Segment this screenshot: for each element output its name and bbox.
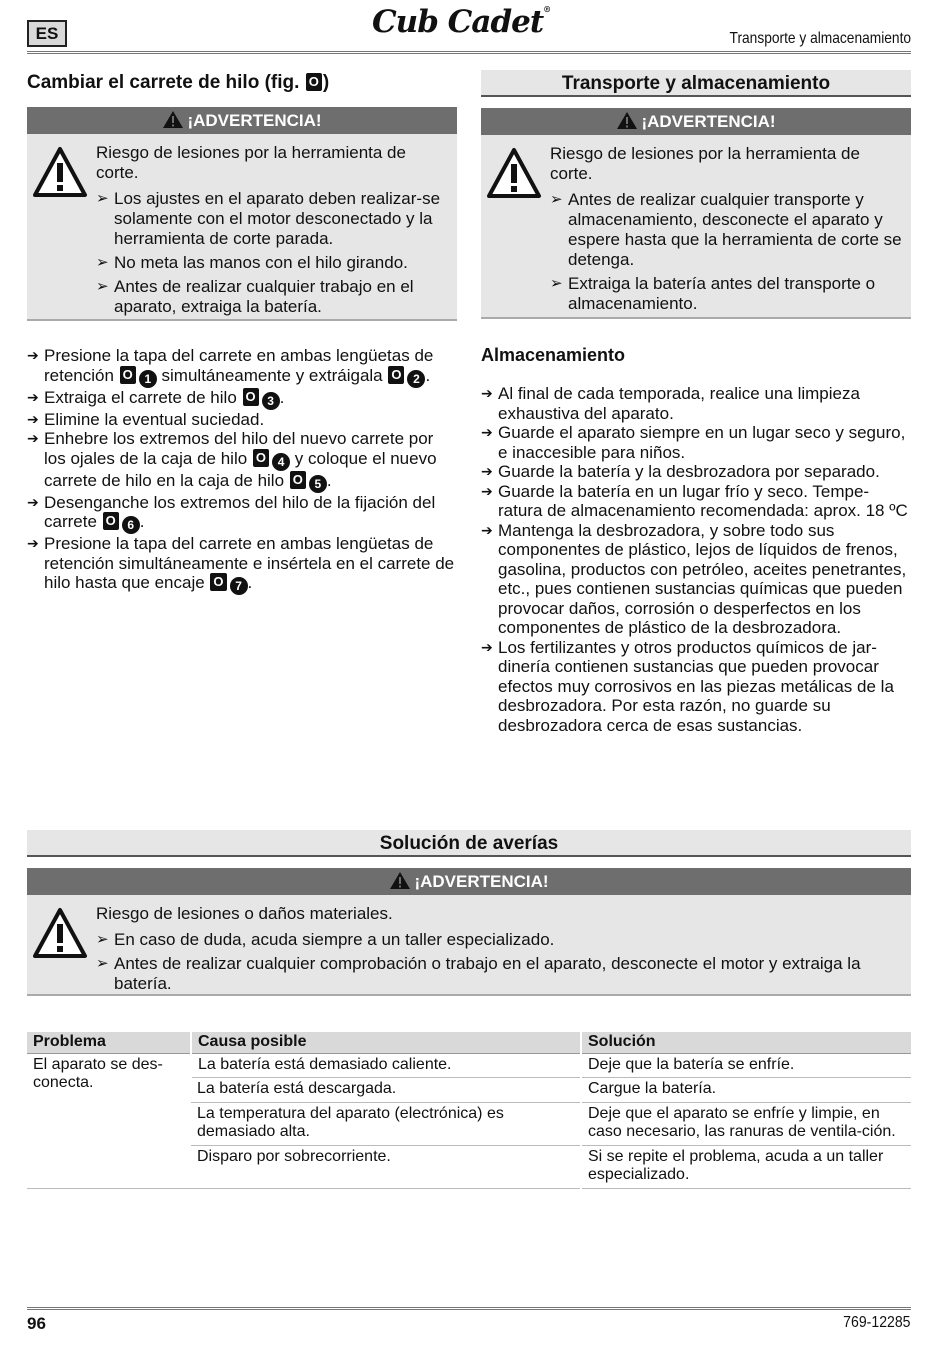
figure-ref: O (103, 512, 119, 530)
step-number: 7 (230, 577, 248, 595)
warning-item: ➢ Antes de realizar cualquier comprobación o trabajo en el aparato, desconecte el motor y extraiga la batería. (96, 954, 905, 994)
figure-ref: O (306, 73, 322, 91)
list-item: ➔ Guarde la batería y la desbrozadora por separado. (481, 462, 911, 482)
spool-steps-list (27, 346, 457, 595)
warning-item: ➢ No meta las manos con el hilo girando. (96, 253, 451, 273)
warning-box-troubleshooting (27, 868, 911, 996)
footer-divider (27, 1307, 911, 1310)
solution-cell: Cargue la batería. (581, 1078, 911, 1103)
warning-lead: Riesgo de lesiones o daños materiales. (96, 904, 393, 923)
column-header: Solución (581, 1032, 911, 1053)
list-item: ➔ Presione la tapa del carrete en ambas lengüetas de retención simultáneamente e insértela en el carrete de hilo hasta que encaje O 7 . (27, 534, 457, 595)
page-number: 96 (27, 1314, 46, 1333)
list-item: ➔ Mantenga la desbrozadora, y sobre todo sus componentes de plástico, lejos de líquidos de frenos, gasolina, productos con petróleo, aceites penetrantes, etc., pues contienen sustancias químicas que pueden provocar daños, corrosión o desperfectos en los componentes de plástico de la desbrozadora. (481, 521, 911, 638)
step-number: 1 (139, 370, 157, 388)
table-header-row (27, 1032, 911, 1053)
brand-name: Cub Cadet (372, 4, 544, 40)
step-number: 3 (262, 392, 280, 410)
solution-cell: Deje que la batería se enfríe. (581, 1053, 911, 1078)
spool-change-title-text: Cambiar el carrete de hilo (fig. (27, 72, 305, 93)
list-item: ➔ Guarde la batería en un lugar frío y seco. Tempe-ratura de almacenamiento recomendada: aprox. 18 ºC (481, 482, 911, 521)
warning-small-icon (389, 871, 411, 890)
list-item: ➔ Presione la tapa del carrete en ambas lengüetas de retención O 1 simultáneamente y extráigala O 2 . (27, 346, 457, 388)
figure-ref: O (210, 573, 226, 591)
solution-cell: Deje que el aparato se enfríe y limpie, en caso necesario, las ranuras de ventila-ción. (581, 1102, 911, 1145)
header-divider (27, 51, 911, 54)
transport-storage-section (481, 70, 911, 735)
cause-cell: La temperatura del aparato (electrónica) es demasiado alta. (191, 1102, 581, 1145)
warning-triangle-icon (32, 146, 88, 198)
warning-small-icon (162, 110, 184, 129)
step-number: 4 (272, 453, 290, 471)
warning-item: ➢ Extraiga la batería antes del transporte o almacenamiento. (550, 274, 905, 314)
warning-item: ➢ Los ajustes en el aparato deben realizar-se solamente con el motor desconectado y la herramienta de corte parada. (96, 189, 451, 249)
warning-triangle-icon (486, 147, 542, 199)
figure-ref: O (243, 388, 259, 406)
warning-lead: Riesgo de lesiones por la herramienta de corte. (550, 144, 860, 183)
figure-ref: O (290, 471, 306, 489)
warning-item: ➢ Antes de realizar cualquier transporte y almacenamiento, desconecte el aparato y espere hasta que la herramienta de corte se detenga. (550, 190, 905, 270)
troubleshooting-table (27, 1032, 911, 1189)
list-item: ➔ Guarde el aparato siempre en un lugar seco y seguro, e inaccesible para niños. (481, 423, 911, 462)
problem-cell: El aparato se des-conecta. (27, 1053, 191, 1188)
warning-body (27, 134, 457, 325)
warning-heading (27, 107, 457, 134)
troubleshooting-title: Solución de averías (27, 830, 911, 857)
warning-triangle-icon (32, 907, 88, 959)
table-row (27, 1053, 911, 1078)
warning-body (27, 895, 911, 1002)
list-item: ➔ Desenganche los extremos del hilo de la fijación del carrete O 6 . (27, 493, 457, 535)
list-item: ➔ Elimine la eventual suciedad. (27, 410, 457, 430)
storage-steps-list (481, 384, 911, 735)
warning-box-transport (481, 108, 911, 319)
brand-logo (372, 4, 550, 40)
warning-heading (481, 108, 911, 135)
warning-heading (27, 868, 911, 895)
document-number: 769-12285 (843, 1314, 911, 1331)
spool-change-title (27, 72, 457, 94)
warning-box-spool (27, 107, 457, 321)
step-number: 5 (309, 475, 327, 493)
spool-change-section (27, 72, 457, 595)
step-number: 2 (407, 370, 425, 388)
warning-item: ➢ En caso de duda, acuda siempre a un taller especializado. (96, 930, 905, 950)
column-header: Problema (27, 1032, 191, 1053)
warning-body (481, 135, 911, 322)
warning-heading-text: ¡ADVERTENCIA! (641, 112, 776, 131)
figure-ref: O (253, 449, 269, 467)
running-title: Transporte y almacenamiento (729, 30, 911, 47)
list-item: ➔ Al final de cada temporada, realice una limpieza exhaustiva del aparato. (481, 384, 911, 423)
transport-section-title: Transporte y almacenamiento (481, 70, 911, 97)
column-header: Causa posible (191, 1032, 581, 1053)
warning-heading-text: ¡ADVERTENCIA! (187, 111, 322, 130)
step-number: 6 (122, 516, 140, 534)
warning-item: ➢ Antes de realizar cualquier trabajo en el aparato, extraiga la batería. (96, 277, 451, 317)
brand-registered-mark: ® (543, 4, 551, 14)
list-item: ➔ Extraiga el carrete de hilo O 3 . (27, 388, 457, 410)
list-item: ➔ Enhebre los extremos del hilo del nuevo carrete por los ojales de la caja de hilo O 4 y coloque el nuevo carrete de hilo en la caja de hilo O 5 . (27, 429, 457, 493)
language-badge: ES (27, 20, 67, 47)
warning-heading-text: ¡ADVERTENCIA! (414, 872, 549, 891)
warning-small-icon (616, 111, 638, 130)
cause-cell: La batería está descargada. (191, 1078, 581, 1103)
storage-title: Almacenamiento (481, 345, 626, 365)
cause-cell: Disparo por sobrecorriente. (191, 1145, 581, 1188)
solution-cell: Si se repite el problema, acuda a un taller especializado. (581, 1145, 911, 1188)
warning-lead: Riesgo de lesiones por la herramienta de corte. (96, 143, 406, 182)
figure-ref: O (120, 366, 136, 384)
troubleshooting-section (27, 830, 911, 996)
list-item: ➔ Los fertilizantes y otros productos químicos de jar-dinería contienen sustancias que pueden provocar efectos muy corrosivos en las piezas metálicas de la desbrozadora. Por esta razón, no guarde su desbrozadora cerca de esas sustancias. (481, 638, 911, 736)
title-close: ) (322, 72, 330, 93)
troubleshooting-table-wrap (27, 1032, 911, 1189)
cause-cell: La batería está demasiado caliente. (191, 1053, 581, 1078)
figure-ref: O (388, 366, 404, 384)
